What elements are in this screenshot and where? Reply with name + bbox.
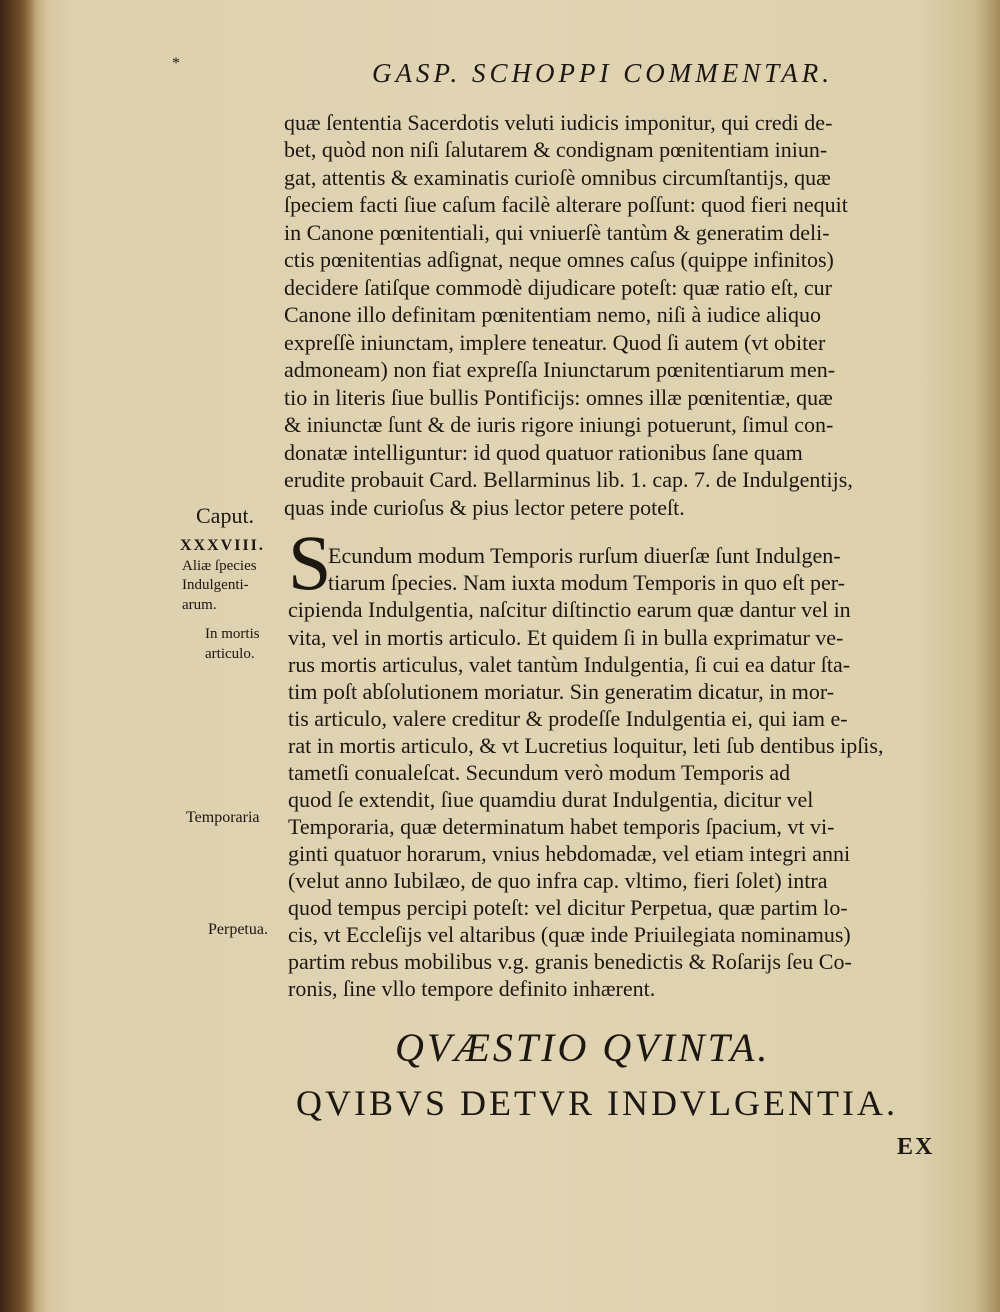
text-line: Ecundum modum Temporis rurſum diuerſæ ſunt Indulgen- [328, 543, 841, 568]
text-line: ginti quatuor horarum, vnius hebdomadæ, vel etiam integri anni [288, 841, 851, 866]
text-line: decidere ſatiſque commodè dijudicare poteſt: quæ ratio eſt, cur [284, 275, 832, 300]
running-title: GASP. SCHOPPI COMMENTAR. [372, 58, 833, 88]
text-line: ſpeciem facti ſiue caſum facilè alterare poſſunt: quod fieri nequit [284, 192, 848, 217]
text-line: & iniunctæ ſunt & de iuris rigore iniungi potuerunt, ſimul con- [284, 412, 834, 437]
margin-temporaria: Temporaria [186, 809, 260, 826]
margin-species-3: arum. [182, 597, 217, 613]
catchword: EX [897, 1134, 935, 1160]
binding-edge [0, 0, 36, 1312]
text-line: expreſſè iniunctam, implere teneatur. Quod ſi autem (vt obiter [284, 330, 826, 355]
margin-mortis-2: articulo. [205, 646, 255, 662]
signature-star: * [172, 55, 180, 72]
text-line: bet, quòd non niſi ſalutarem & condignam pœnitentiam iniun- [284, 137, 828, 162]
text-line: quod ſe extendit, ſiue quamdiu durat Indulgentia, dicitur vel [288, 787, 814, 812]
text-line: tiarum ſpecies. Nam iuxta modum Temporis in quo eſt per- [328, 570, 845, 595]
margin-perpetua: Perpetua. [208, 921, 268, 938]
text-line: Temporaria, quæ determinatum habet temporis ſpacium, vt vi- [288, 814, 835, 839]
margin-mortis-1: In mortis [205, 626, 260, 642]
text-line: tametſi conualeſcat. Secundum verò modum Temporis ad [288, 760, 791, 785]
text-line: rus mortis articulus, valet tantùm Indulgentia, ſi cui ea datur ſta- [288, 652, 851, 677]
text-line: quas inde curioſus & pius lector petere poteſt. [284, 495, 685, 520]
question-subtitle: QVIBVS DETVR INDVLGENTIA. [296, 1083, 898, 1123]
text-line: tio in literis ſiue bullis Pontificijs: omnes illæ pœnitentiæ, quæ [284, 385, 833, 410]
drop-cap: S [288, 519, 332, 606]
text-line: admoneam) non fiat expreſſa Iniunctarum pœnitentiarum men- [284, 357, 836, 382]
margin-caput: Caput. [196, 503, 255, 528]
text-line: gat, attentis & examinatis curioſè omnibus circumſtantijs, quæ [284, 165, 831, 190]
text-line: erudite probauit Card. Bellarminus lib. 1. cap. 7. de Indulgentijs, [284, 467, 853, 492]
question-title: QVÆSTIO QVINTA. [395, 1025, 771, 1070]
text-line: vita, vel in mortis articulo. Et quidem ſi in bulla exprimatur ve- [288, 625, 844, 650]
text-line: tis articulo, valere creditur & prodeſſe Indulgentia ei, qui iam e- [288, 706, 848, 731]
text-line: rat in mortis articulo, & vt Lucretius loquitur, leti ſub dentibus ipſis, [288, 733, 884, 758]
text-line: quæ ſententia Sacerdotis veluti iudicis imponitur, qui credi de- [284, 110, 833, 135]
text-line: in Canone pœnitentiali, qui vniuerſè tantùm & generatim deli- [284, 220, 830, 245]
text-line: ronis, ſine vllo tempore definito inhærent. [288, 976, 656, 1001]
margin-caput-number: XXXVIII. [180, 537, 265, 554]
text-line: tim poſt abſolutionem moriatur. Sin generatim dicatur, in mor- [288, 679, 835, 704]
text-line: Canone illo definitam pœnitentiam nemo, niſi à iudice aliquo [284, 302, 822, 327]
text-line: cipienda Indulgentia, naſcitur diſtinctio earum quæ dantur vel in [288, 597, 851, 622]
text-line: ctis pœnitentias adſignat, neque omnes caſus (quippe infinitos) [284, 247, 834, 272]
text-line: partim rebus mobilibus v.g. granis benedictis & Roſarijs ſeu Co- [288, 949, 852, 974]
text-line: (velut anno Iubilæo, de quo infra cap. vltimo, fieri ſolet) intra [288, 868, 828, 893]
margin-species-1: Aliæ ſpecies [182, 558, 257, 574]
text-line: quod tempus percipi poteſt: vel dicitur Perpetua, quæ partim lo- [288, 895, 848, 920]
text-line: cis, vt Eccleſijs vel altaribus (quæ inde Priuilegiata nominamus) [288, 922, 851, 947]
margin-species-2: Indulgenti- [182, 577, 249, 593]
text-line: donatæ intelliguntur: id quod quatuor rationibus ſane quam [284, 440, 803, 465]
